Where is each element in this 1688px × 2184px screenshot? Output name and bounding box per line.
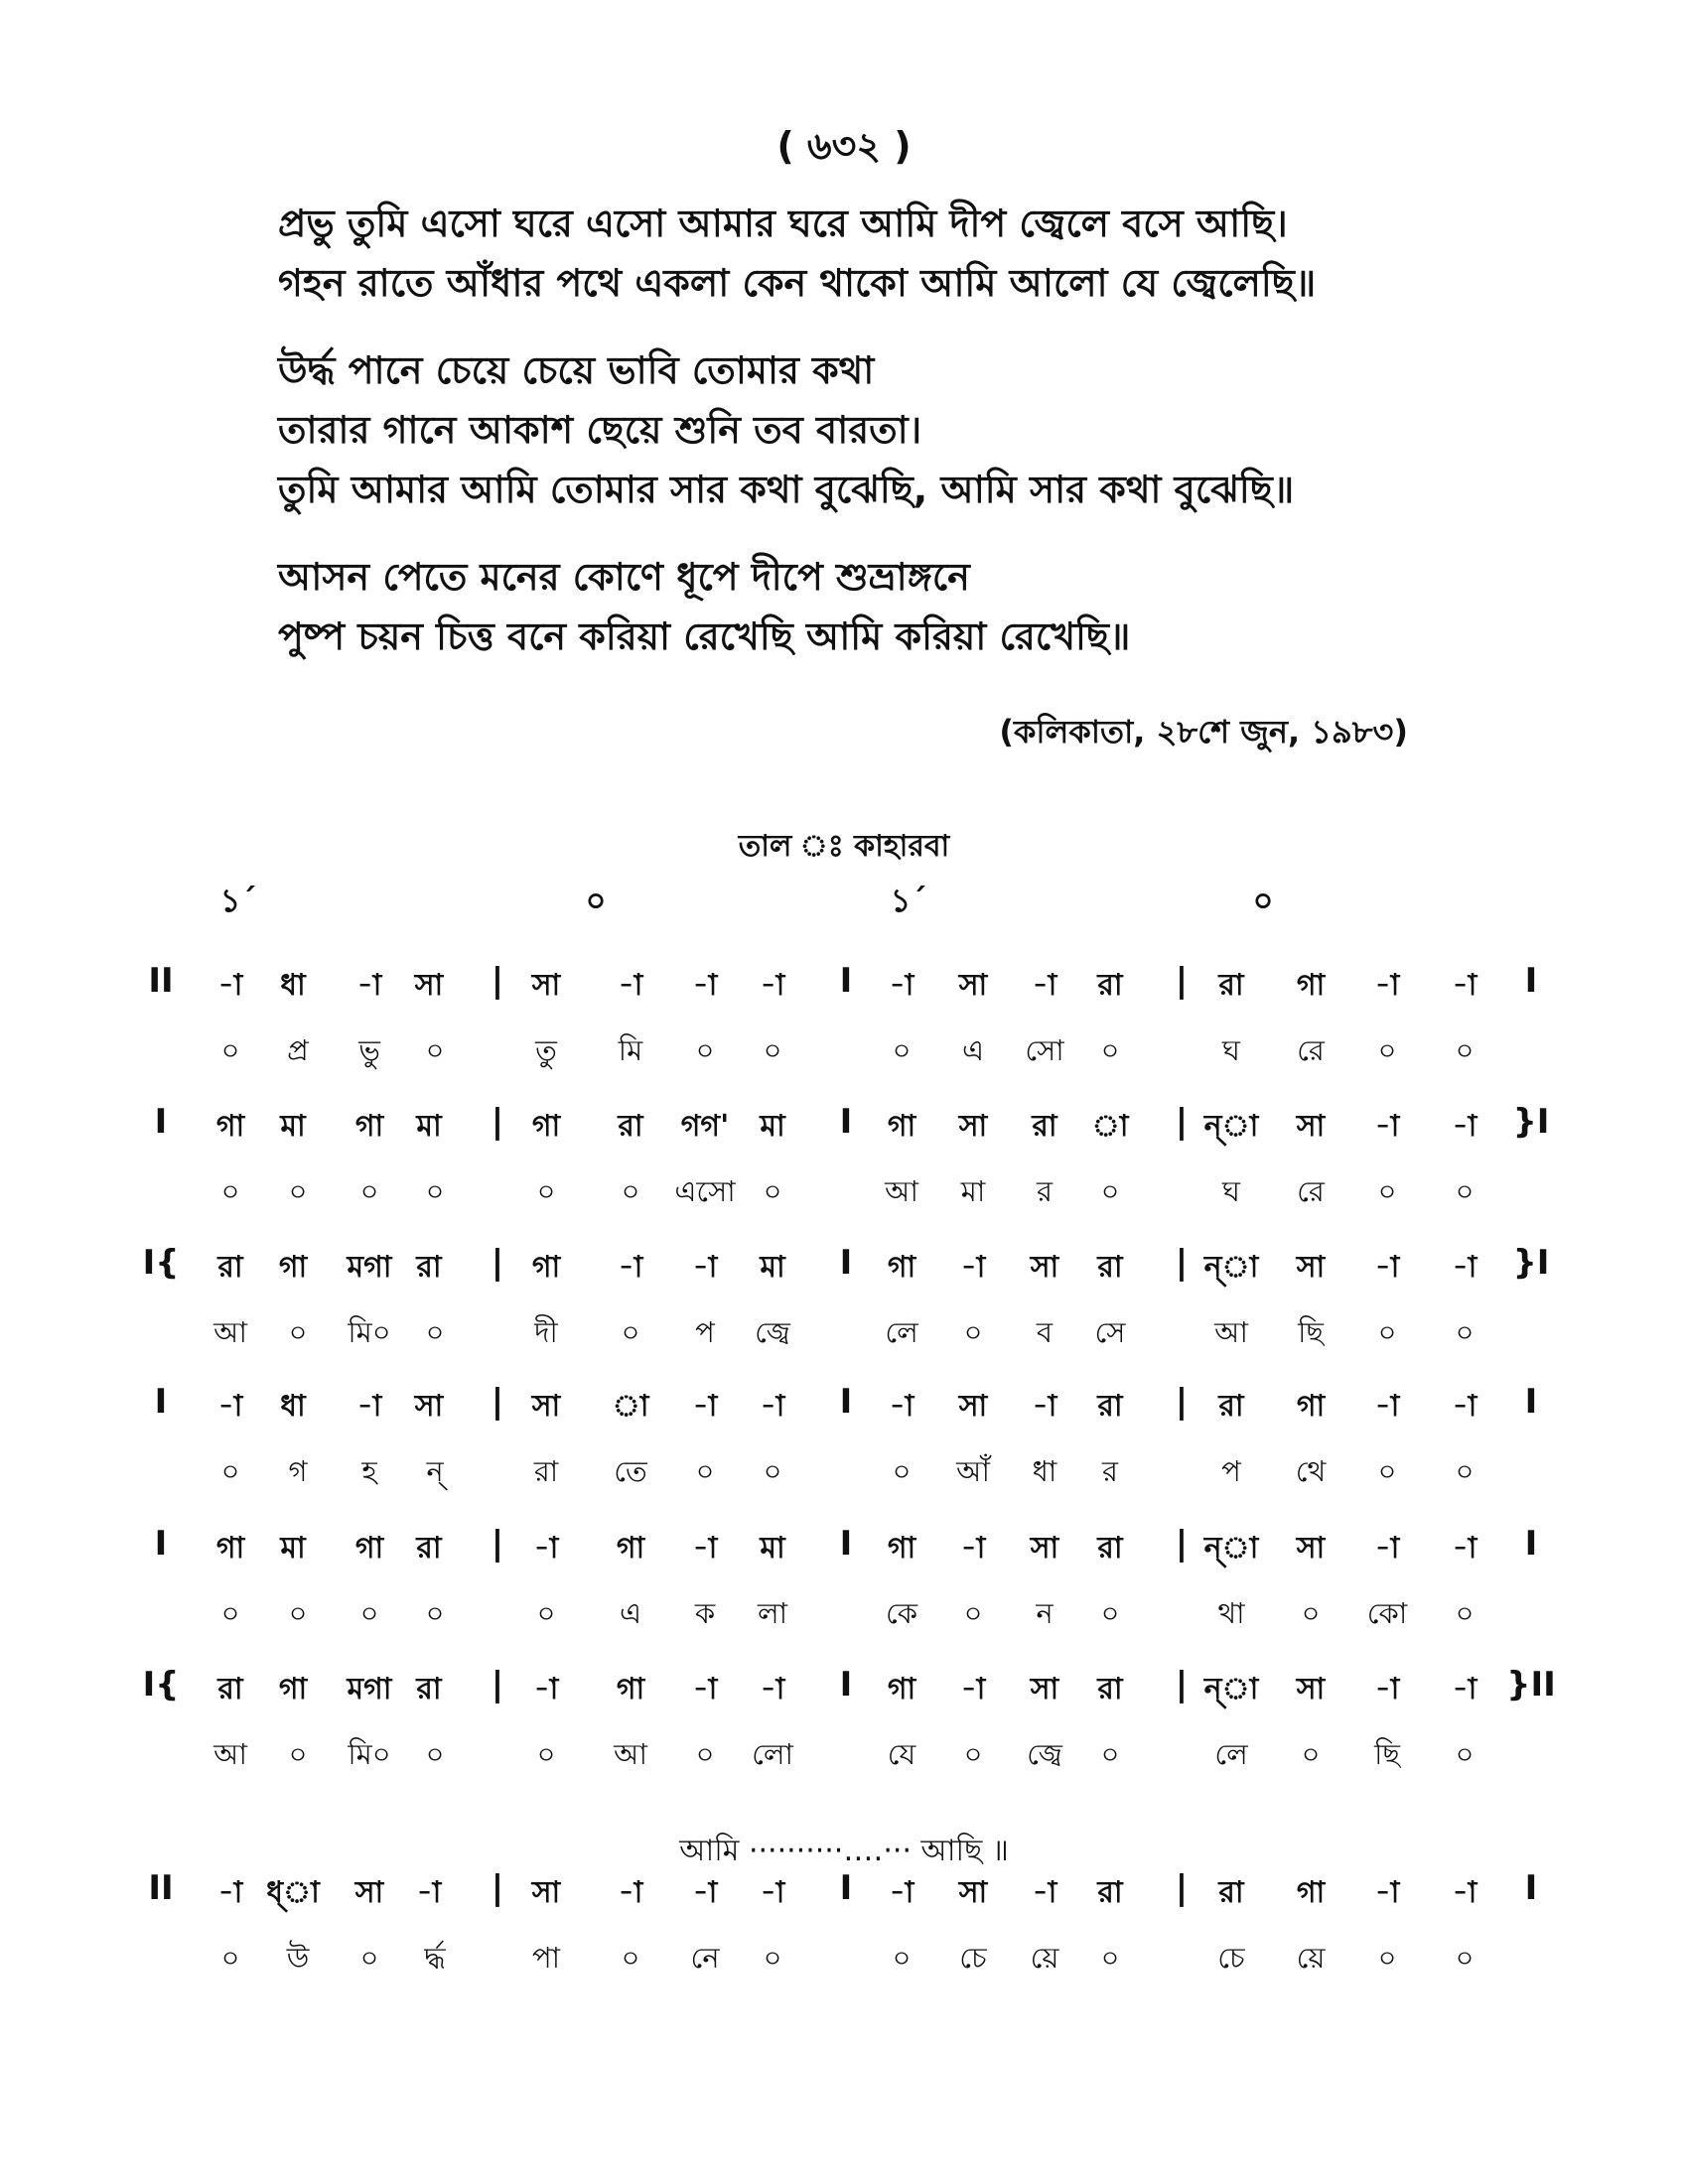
syllable-cell: র [1102, 1454, 1118, 1488]
syllable-cell: ০ [763, 1033, 782, 1067]
note-cell: -া [533, 1672, 559, 1706]
note-cell: রা [217, 1250, 243, 1285]
note-cell: গা [354, 1531, 384, 1566]
note-cell: মা [760, 1531, 785, 1566]
note-cell: সা [1296, 1250, 1326, 1285]
note-cell: -া [618, 968, 643, 1003]
syllable-cell: মি [618, 1033, 643, 1067]
note-cell: -া [618, 1875, 643, 1910]
syllable-cell: ০ [1377, 1033, 1397, 1067]
note-cell: -া [1374, 1672, 1400, 1706]
refrain-line: আমি ··········‥‥··· আছি ॥ [679, 1834, 1009, 1868]
syllable-cell: ০ [621, 1315, 640, 1349]
syllable-cell: ০ [288, 1596, 308, 1630]
note-cell: গা [215, 1531, 245, 1566]
lyric-line: প্রভু তুমি এসো ঘরে এসো আমার ঘরে আমি দীপ জ্বেলে বসে আছি। [278, 202, 1288, 245]
bar-line: | [491, 1524, 504, 1564]
note-cell: -া [960, 1672, 986, 1706]
note-cell: -া [1452, 1389, 1477, 1424]
bar-line: I [839, 961, 853, 1001]
syllable-cell: ০ [1455, 1033, 1475, 1067]
note-cell: -া [692, 1250, 718, 1285]
syllable-cell: জ্বে [1027, 1737, 1062, 1771]
note-cell: -া [960, 1531, 986, 1566]
syllable-cell: রে [1297, 1174, 1325, 1208]
syllable-cell: ০ [1100, 1941, 1120, 1975]
syllable-cell: ০ [963, 1596, 983, 1630]
lyric-line: তুমি আমার আমি তোমার সার কথা বুঝেছি, আমি সার কথা বুঝেছি॥ [278, 468, 1295, 511]
syllable-cell: ০ [1100, 1737, 1120, 1771]
syllable-cell: ০ [536, 1737, 556, 1771]
syllable-cell: আ [1214, 1315, 1248, 1349]
note-cell: -া [416, 1875, 442, 1910]
note-cell: -া [1032, 968, 1057, 1003]
syllable-cell: ০ [425, 1737, 445, 1771]
bar-line: II [148, 1868, 174, 1908]
bar-line: | [491, 1868, 504, 1908]
note-cell: সা [1030, 1531, 1059, 1566]
syllable-cell: ০ [288, 1174, 308, 1208]
syllable-cell: রা [533, 1454, 559, 1488]
note-cell: সা [1030, 1672, 1059, 1706]
bar-line: I [1524, 961, 1538, 1001]
syllable-cell: প [695, 1315, 715, 1349]
note-cell: ধা [280, 1389, 306, 1424]
note-cell: রা [1032, 1109, 1057, 1144]
note-cell: মা [280, 1109, 306, 1144]
syllable-cell: কো [1366, 1596, 1408, 1630]
note-cell: গা [616, 1531, 645, 1566]
note-cell: -া [889, 1875, 914, 1910]
note-cell: সা [1030, 1250, 1059, 1285]
syllable-cell: ০ [425, 1033, 445, 1067]
note-cell: রা [416, 1531, 442, 1566]
note-cell: গা [215, 1109, 245, 1144]
notation-row [0, 1382, 1688, 1432]
note-cell: ন্া [1203, 1672, 1259, 1706]
syllable-cell: মা [960, 1174, 986, 1208]
syllable-cell: য়ে [1296, 1941, 1326, 1975]
syllable-cell: ০ [695, 1033, 715, 1067]
note-cell: -া [217, 1389, 243, 1424]
bar-line: I{ [142, 1665, 180, 1705]
bar-line: | [1175, 961, 1189, 1001]
syllable-cell: ভু [358, 1033, 380, 1067]
note-cell: গা [887, 1250, 916, 1285]
syllable-cell: ০ [1455, 1596, 1475, 1630]
note-cell: -া [1452, 1672, 1477, 1706]
syllable-cell: ০ [288, 1315, 308, 1349]
note-cell: রা [1097, 1672, 1123, 1706]
note-cell: মগা [347, 1672, 392, 1706]
syllable-cell: ০ [220, 1454, 240, 1488]
note-cell: গা [616, 1672, 645, 1706]
syllable-cell: ০ [621, 1941, 640, 1975]
note-cell: সা [958, 1109, 988, 1144]
note-cell: গা [1296, 1389, 1326, 1424]
beat-marker: ০ [585, 882, 607, 919]
syllable-cell: ০ [1377, 1174, 1397, 1208]
syllable-cell: ০ [288, 1737, 308, 1771]
notation-row [0, 961, 1688, 1011]
syllable-cell: ০ [1455, 1737, 1475, 1771]
bar-line: I [154, 1524, 168, 1564]
bar-line: I [154, 1102, 168, 1142]
lyric-line: তারার গানে আকাশ ছেয়ে শুনি তব বারতা। [278, 408, 922, 452]
note-cell: -া [1374, 1109, 1400, 1144]
syllable-cell: ০ [359, 1174, 379, 1208]
note-cell: -া [1374, 968, 1400, 1003]
bar-line: II [148, 961, 174, 1001]
syllable-cell: কে [885, 1596, 918, 1630]
syllable-cell: প্র [287, 1033, 309, 1067]
note-cell: সা [354, 1875, 384, 1910]
note-cell: -া [618, 1250, 643, 1285]
syllable-cell: লা [757, 1596, 788, 1630]
syllable-cell: সো [1025, 1033, 1064, 1067]
syllable-cell: ছি [1374, 1737, 1400, 1771]
syllable-cell: ০ [220, 1596, 240, 1630]
note-cell: া [1091, 1109, 1129, 1144]
note-cell: গা [887, 1109, 916, 1144]
syllable-cell: নে [690, 1941, 720, 1975]
syllable-cell: র্দ্ধ [424, 1941, 446, 1975]
note-cell: -া [356, 968, 382, 1003]
note-cell: -া [1032, 1389, 1057, 1424]
bar-line: I [1524, 1868, 1538, 1908]
note-cell: -া [692, 968, 718, 1003]
lyric-syllable-row [0, 1028, 1688, 1078]
syllable-cell: ক [694, 1596, 716, 1630]
bar-line: | [491, 1382, 504, 1422]
bar-line: | [1175, 1665, 1189, 1705]
note-cell: মগা [347, 1250, 392, 1285]
bar-line: }I [1512, 1102, 1550, 1142]
stanza-2 [278, 341, 1509, 519]
note-cell: -া [760, 1389, 785, 1424]
note-cell: গা [1296, 968, 1326, 1003]
bar-line: I [839, 1243, 853, 1283]
syllable-cell: ০ [220, 1174, 240, 1208]
syllable-cell: এ [619, 1596, 642, 1630]
notation-row [0, 1665, 1688, 1714]
syllable-cell: ধা [1032, 1454, 1057, 1488]
note-cell: সা [531, 1875, 561, 1910]
syllable-cell: দী [534, 1315, 558, 1349]
note-cell: -া [217, 968, 243, 1003]
syllable-cell: ঘ [1222, 1174, 1240, 1208]
syllable-cell: থে [1295, 1454, 1327, 1488]
note-cell: -া [1452, 1875, 1477, 1910]
syllable-cell: ০ [892, 1454, 912, 1488]
bar-line: | [1175, 1102, 1189, 1142]
note-cell: রা [1218, 968, 1244, 1003]
note-cell: -া [692, 1389, 718, 1424]
note-cell: সা [414, 1389, 444, 1424]
notation-row [0, 1102, 1688, 1152]
syllable-cell: আঁ [956, 1454, 990, 1488]
lyric-syllable-row [0, 1732, 1688, 1782]
note-cell: রা [1097, 1389, 1123, 1424]
bar-line: | [491, 1243, 504, 1283]
syllable-cell: প [1221, 1454, 1241, 1488]
bar-line: I [839, 1382, 853, 1422]
note-cell: মা [760, 1109, 785, 1144]
syllable-cell: র [1037, 1174, 1053, 1208]
note-cell: সা [1296, 1109, 1326, 1144]
syllable-cell: ০ [1455, 1941, 1475, 1975]
syllable-cell: ন [1036, 1596, 1054, 1630]
note-cell: -া [1374, 1875, 1400, 1910]
note-cell: সা [1296, 1672, 1326, 1706]
syllable-cell: এসো [674, 1174, 736, 1208]
syllable-cell: লো [752, 1737, 793, 1771]
note-cell: রা [217, 1672, 243, 1706]
syllable-cell: ০ [536, 1596, 556, 1630]
page-number: ( ৬৩২ ) [776, 124, 912, 168]
note-cell: -া [1374, 1250, 1400, 1285]
syllable-cell: এ [961, 1033, 985, 1067]
lyric-syllable-row [0, 1449, 1688, 1499]
syllable-cell: ০ [1455, 1315, 1475, 1349]
syllable-cell: আ [213, 1737, 247, 1771]
syllable-cell: ০ [695, 1737, 715, 1771]
syllable-cell: থা [1217, 1596, 1245, 1630]
syllable-cell: হ [361, 1454, 377, 1488]
note-cell: সা [531, 968, 561, 1003]
note-cell: গা [887, 1672, 916, 1706]
syllable-cell: ০ [963, 1315, 983, 1349]
syllable-cell: আ [614, 1737, 647, 1771]
note-cell: গা [278, 1250, 308, 1285]
bar-line: I [839, 1868, 853, 1908]
note-cell: -া [889, 1389, 914, 1424]
syllable-cell: লে [885, 1315, 918, 1349]
syllable-cell: ০ [695, 1454, 715, 1488]
note-cell: -া [533, 1531, 559, 1566]
lyric-line: গহন রাতে আঁধার পথে একলা কেন থাকো আমি আলো যে জ্বেলেছি॥ [278, 261, 1317, 305]
note-cell: রা [1218, 1875, 1244, 1910]
lyric-syllable-row [0, 1310, 1688, 1360]
bar-line: I{ [142, 1243, 180, 1283]
syllable-cell: ০ [892, 1941, 912, 1975]
note-cell: সা [414, 968, 444, 1003]
bar-line: }II [1506, 1665, 1556, 1705]
note-cell: া [612, 1389, 649, 1424]
syllable-cell: ০ [1100, 1174, 1120, 1208]
note-cell: -া [692, 1875, 718, 1910]
lyric-syllable-row [0, 1936, 1688, 1985]
beat-marker: ১´ [219, 882, 257, 919]
note-cell: সা [531, 1389, 561, 1424]
bar-line: I [839, 1524, 853, 1564]
note-cell: গা [278, 1672, 308, 1706]
note-cell: রা [416, 1250, 442, 1285]
syllable-cell: ০ [220, 1941, 240, 1975]
syllable-cell: জ্বে [755, 1315, 790, 1349]
note-cell: গা [354, 1109, 384, 1144]
note-cell: -া [692, 1531, 718, 1566]
syllable-cell: ০ [425, 1596, 445, 1630]
bar-line: I [1524, 1382, 1538, 1422]
note-cell: সা [958, 1389, 988, 1424]
note-cell: -া [760, 1875, 785, 1910]
bar-line: | [1175, 1524, 1189, 1564]
tala-heading: তাল ঃ কাহারবা [738, 829, 950, 864]
syllable-cell: ০ [763, 1941, 782, 1975]
date-credit: (কলিকাতা, ২৮শে জুন, ১৯৮৩) [999, 713, 1408, 751]
syllable-cell: ০ [1301, 1737, 1321, 1771]
syllable-cell: ০ [1100, 1033, 1120, 1067]
syllable-cell: ০ [425, 1174, 445, 1208]
syllable-cell: ব [1036, 1315, 1054, 1349]
note-cell: -া [1452, 1109, 1477, 1144]
lyric-line: পুষ্প চয়ন চিত্ত বনে করিয়া রেখেছি আমি করিয়া রেখেছি॥ [278, 614, 1131, 658]
note-cell: গা [1296, 1875, 1326, 1910]
lyric-line: আসন পেতে মনের কোণে ধূপে দীপে শুভ্রাঙ্গনে [278, 555, 970, 599]
syllable-cell: মি০ [348, 1315, 391, 1349]
beat-marker: ০ [1252, 882, 1274, 919]
syllable-cell: ঘ [1222, 1033, 1240, 1067]
syllable-cell: ০ [425, 1315, 445, 1349]
syllable-cell: রে [1297, 1033, 1325, 1067]
syllable-cell: ০ [359, 1941, 379, 1975]
syllable-cell: ০ [963, 1737, 983, 1771]
note-cell: -া [1032, 1875, 1057, 1910]
syllable-cell: লে [1214, 1737, 1248, 1771]
syllable-cell: ০ [1377, 1315, 1397, 1349]
note-cell: মা [416, 1109, 442, 1144]
syllable-cell: যে [887, 1737, 916, 1771]
bar-line: }I [1512, 1243, 1550, 1283]
note-cell: -া [760, 1672, 785, 1706]
note-cell: ন্া [1203, 1250, 1259, 1285]
note-cell: -া [356, 1389, 382, 1424]
note-cell: সা [958, 1875, 988, 1910]
syllable-cell: ০ [1301, 1596, 1321, 1630]
note-cell: ধা [280, 968, 306, 1003]
note-cell: সা [1296, 1531, 1326, 1566]
note-cell: রা [1097, 968, 1123, 1003]
lyric-syllable-row [0, 1591, 1688, 1641]
syllable-cell: চে [959, 1941, 987, 1975]
notation-row [0, 1524, 1688, 1573]
bar-line: | [1175, 1868, 1189, 1908]
note-cell: মা [760, 1250, 785, 1285]
syllable-cell: তু [535, 1033, 557, 1067]
lyrics-block [278, 194, 1509, 694]
bar-line: I [839, 1102, 853, 1142]
note-cell: মা [280, 1531, 306, 1566]
syllable-cell: গ [288, 1454, 308, 1488]
note-cell: -া [889, 968, 914, 1003]
syllable-cell: ০ [621, 1174, 640, 1208]
syllable-cell: ০ [763, 1454, 782, 1488]
note-cell: গা [887, 1531, 916, 1566]
syllable-cell: ছি [1298, 1315, 1324, 1349]
syllable-cell: ০ [220, 1033, 240, 1067]
lyric-syllable-row [0, 1169, 1688, 1219]
bar-line: | [491, 961, 504, 1001]
beat-markers [0, 876, 1688, 935]
syllable-cell: ০ [1455, 1174, 1475, 1208]
syllable-cell: ০ [1377, 1454, 1397, 1488]
bar-line: | [491, 1102, 504, 1142]
note-cell: -া [1374, 1531, 1400, 1566]
note-cell: ন্া [1203, 1531, 1259, 1566]
bar-line: | [1175, 1382, 1189, 1422]
syllable-cell: ০ [763, 1174, 782, 1208]
note-cell: সা [958, 968, 988, 1003]
stanza-3 [278, 547, 1509, 666]
bar-line: I [154, 1382, 168, 1422]
syllable-cell: ০ [1100, 1596, 1120, 1630]
note-cell: গা [531, 1109, 561, 1144]
note-cell: -া [1452, 968, 1477, 1003]
syllable-cell: উ [286, 1941, 310, 1975]
stanza-1 [278, 194, 1509, 313]
syllable-cell: ০ [536, 1174, 556, 1208]
beat-marker: ১´ [890, 882, 927, 919]
syllable-cell: ০ [1377, 1941, 1397, 1975]
note-cell: -া [692, 1672, 718, 1706]
syllable-cell: ০ [359, 1596, 379, 1630]
note-cell: রা [618, 1109, 643, 1144]
syllable-cell: ০ [892, 1033, 912, 1067]
note-cell: ন্া [1203, 1109, 1259, 1144]
note-cell: গা [531, 1250, 561, 1285]
note-cell: ধ্া [266, 1875, 320, 1910]
syllable-cell: সে [1094, 1315, 1126, 1349]
syllable-cell: আ [213, 1315, 247, 1349]
note-cell: রা [1097, 1875, 1123, 1910]
syllable-cell: তে [614, 1454, 647, 1488]
syllable-cell: পা [531, 1941, 561, 1975]
note-cell: রা [416, 1672, 442, 1706]
syllable-cell: ০ [1455, 1454, 1475, 1488]
lyric-line: উর্দ্ধ পানে চেয়ে চেয়ে ভাবি তোমার কথা [278, 348, 875, 392]
note-cell: -া [1452, 1531, 1477, 1566]
note-cell: রা [1097, 1250, 1123, 1285]
note-cell: রা [1097, 1531, 1123, 1566]
syllable-cell: মি০ [348, 1737, 391, 1771]
bar-line: I [1524, 1524, 1538, 1564]
note-cell: -া [760, 968, 785, 1003]
bar-line: I [839, 1665, 853, 1705]
syllable-cell: য়ে [1030, 1941, 1059, 1975]
bar-line: | [491, 1665, 504, 1705]
notation-row [0, 1243, 1688, 1293]
note-cell: গগ' [680, 1109, 730, 1144]
syllable-cell: চে [1217, 1941, 1245, 1975]
syllable-cell: আ [885, 1174, 918, 1208]
bar-line: | [1175, 1243, 1189, 1283]
note-cell: -া [1452, 1250, 1477, 1285]
syllable-cell: ন্ [426, 1454, 444, 1488]
note-cell: -া [1374, 1389, 1400, 1424]
note-cell: -া [960, 1250, 986, 1285]
note-cell: -া [217, 1875, 243, 1910]
note-cell: রা [1218, 1389, 1244, 1424]
